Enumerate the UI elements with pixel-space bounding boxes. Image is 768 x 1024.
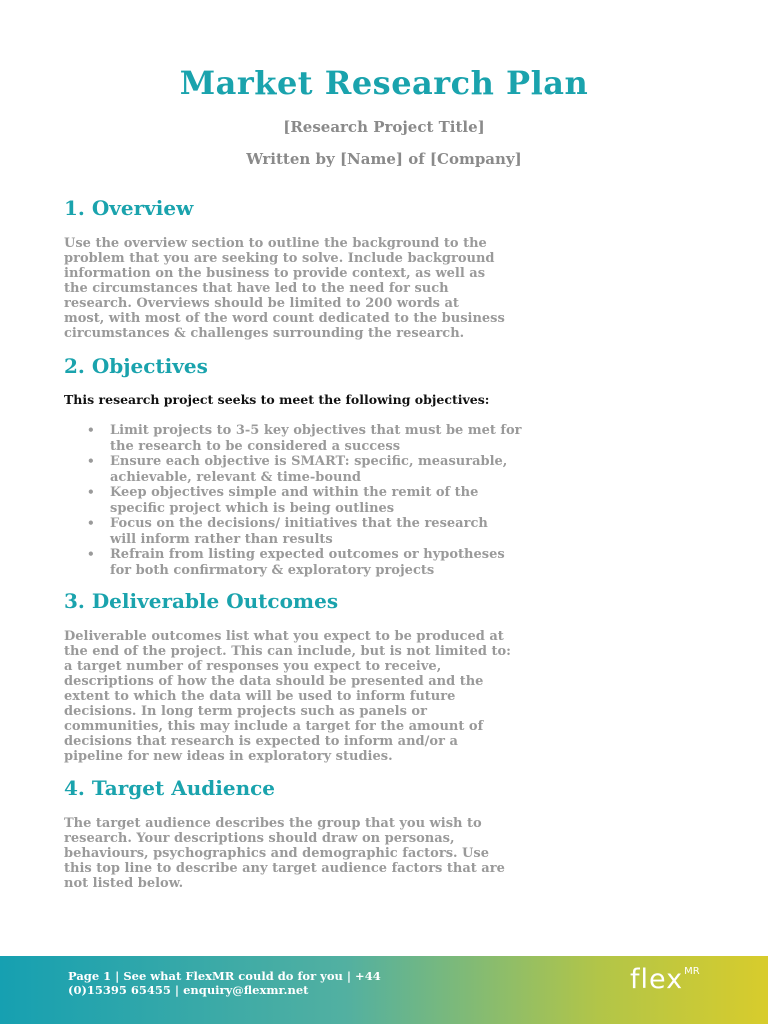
footer-line: Page 1 | See what FlexMR could do for you | +44 xyxy=(68,969,381,983)
text-line: Deliverable outcomes list what you expect to be produced at xyxy=(64,629,504,644)
text-line: communities, this may include a target for the amount of xyxy=(64,719,484,734)
logo-text: flex xyxy=(630,964,684,995)
text-line: descriptions of how the data should be presented and the xyxy=(64,674,484,689)
list-item xyxy=(84,516,724,547)
text-line: Use the overview section to outline the background to the xyxy=(64,236,487,251)
text-line: the end of the project. This can include, but is not limited to: xyxy=(64,644,511,659)
target-audience-heading: 4. Target Audience xyxy=(64,776,276,800)
text-line: the circumstances that have led to the need for such xyxy=(64,281,449,296)
text-line: Refrain from listing expected outcomes or hypotheses xyxy=(110,547,505,562)
text-line: Limit projects to 3-5 key objectives that must be met for xyxy=(110,423,522,438)
text-line: pipeline for new ideas in exploratory studies. xyxy=(64,749,393,764)
text-line: will inform rather than results xyxy=(110,531,333,547)
list-item xyxy=(84,454,724,485)
bullet-icon: • xyxy=(87,516,95,530)
bullet-icon: • xyxy=(87,547,95,561)
text-line: achievable, relevant & time-bound xyxy=(110,469,361,485)
bullet-icon: • xyxy=(87,423,95,437)
list-item xyxy=(84,547,724,578)
bullet-icon: • xyxy=(87,454,95,468)
text-line: research. Overviews should be limited to 200 words at xyxy=(64,296,459,311)
text-line: most, with most of the word count dedicated to the business xyxy=(64,311,505,326)
deliverables-heading: 3. Deliverable Outcomes xyxy=(64,589,339,613)
text-line: problem that you are seeking to solve. Include background xyxy=(64,251,495,266)
text-line: not listed below. xyxy=(64,876,184,891)
objectives-heading: 2. Objectives xyxy=(64,354,208,378)
text-line: extent to which the data will be used to inform future xyxy=(64,689,456,704)
footer-line: (0)15395 65455 | enquiry@flexmr.net xyxy=(68,983,309,997)
text-line: research. Your descriptions should draw on personas, xyxy=(64,831,455,846)
text-line: circumstances & challenges surrounding the research. xyxy=(64,326,465,341)
text-line: for both confirmatory & exploratory projects xyxy=(110,562,435,578)
bullet-icon: • xyxy=(87,485,95,499)
overview-paragraph xyxy=(64,236,710,341)
deliverables-paragraph xyxy=(64,629,710,764)
text-line: Focus on the decisions/ initiatives that the research xyxy=(110,516,488,531)
text-line: behaviours, psychographics and demographic factors. Use xyxy=(64,846,489,861)
page-footer xyxy=(0,956,768,1024)
text-line: a target number of responses you expect to receive, xyxy=(64,659,442,674)
objectives-intro: This research project seeks to meet the following objectives: xyxy=(64,392,490,407)
flexmr-logo xyxy=(630,964,700,995)
objectives-list xyxy=(84,423,724,578)
text-line: specific project which is being outlines xyxy=(110,500,395,516)
list-item xyxy=(84,485,724,516)
text-line: Keep objectives simple and within the remit of the xyxy=(110,485,479,500)
document-title: Market Research Plan xyxy=(179,64,589,102)
list-item xyxy=(84,423,724,454)
text-line: Ensure each objective is SMART: specific, measurable, xyxy=(110,454,508,469)
byline: Written by [Name] of [Company] xyxy=(246,150,522,168)
project-title: [Research Project Title] xyxy=(283,118,485,136)
logo-superscript: MR xyxy=(684,966,700,977)
footer-contact xyxy=(68,969,381,997)
target-audience-paragraph xyxy=(64,816,710,891)
text-line: information on the business to provide context, as well as xyxy=(64,266,486,281)
overview-heading: 1. Overview xyxy=(64,196,194,220)
text-line: decisions. In long term projects such as panels or xyxy=(64,704,427,719)
text-line: this top line to describe any target audience factors that are xyxy=(64,861,505,876)
text-line: The target audience describes the group that you wish to xyxy=(64,816,482,831)
text-line: the research to be considered a success xyxy=(110,438,401,454)
text-line: decisions that research is expected to inform and/or a xyxy=(64,734,458,749)
